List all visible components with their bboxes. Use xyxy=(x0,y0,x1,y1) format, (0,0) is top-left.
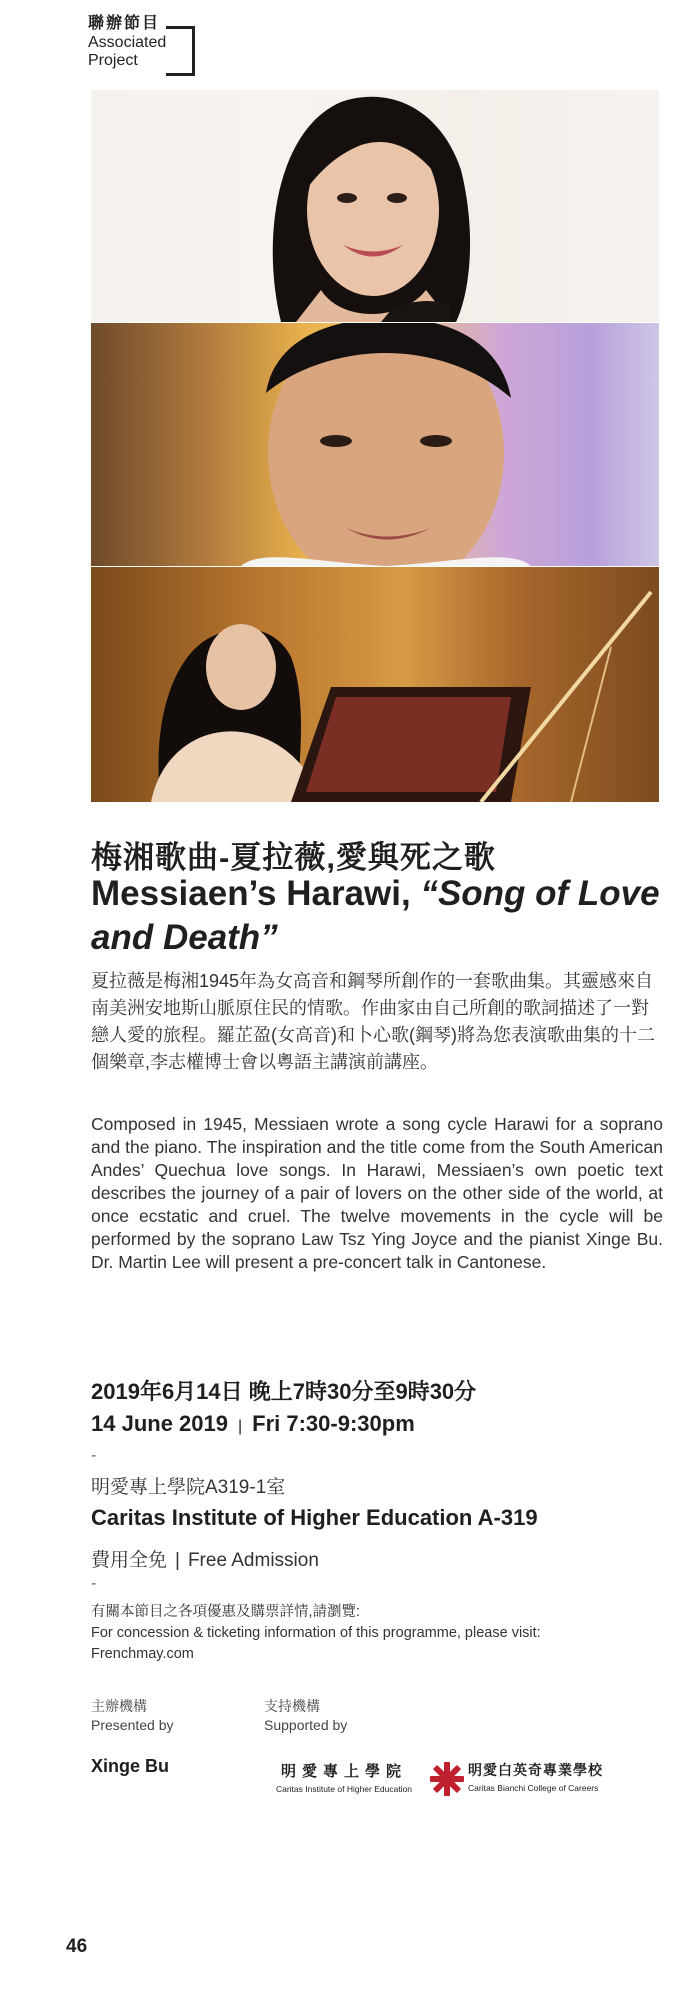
presenter-name: Xinge Bu xyxy=(91,1756,170,1776)
ticketing-zh: 有關本節目之各項優惠及購票詳情,請瀏覽: xyxy=(91,1604,361,1620)
fee xyxy=(91,1545,319,1572)
harpsichord-photo xyxy=(91,567,659,802)
divider-dash: - xyxy=(91,1575,97,1592)
associated-project-badge xyxy=(88,14,208,72)
caritas-bianchi-logo xyxy=(468,1760,638,1793)
caritas-institute-name-en: Caritas Institute of Higher Education xyxy=(275,1784,413,1794)
title-zh: 梅湘歌曲-夏拉薇,愛與死之歌 xyxy=(91,840,496,875)
page-number: 46 xyxy=(66,1936,88,1957)
ticketing-link[interactable]: Frenchmay.com xyxy=(91,1646,194,1662)
fee-en: Free Admission xyxy=(187,1550,319,1571)
date-en-day: 14 June 2019 xyxy=(91,1411,228,1436)
presented-by-zh: 主辦機構 xyxy=(91,1698,147,1714)
supported-by xyxy=(264,1697,347,1735)
date-separator: | xyxy=(237,1418,243,1435)
pianist-portrait-illustration xyxy=(91,323,659,566)
sponsor-logos xyxy=(262,1760,632,1802)
title-en-italic: “Song of Love and Death” xyxy=(91,874,660,957)
date-en-time: Fri 7:30-9:30pm xyxy=(252,1411,415,1436)
title-en-main: Messiaen’s Harawi, xyxy=(91,874,421,913)
title-en xyxy=(91,872,671,960)
caritas-institute-logo xyxy=(262,1760,426,1794)
venue-zh: 明愛專上學院A319-1室 xyxy=(91,1477,286,1498)
pianist-photo xyxy=(91,323,659,566)
badge-bracket xyxy=(166,26,195,76)
ticketing-en: For concession & ticketing information of this programme, please visit: xyxy=(91,1625,541,1641)
date-zh: 2019年6月14日 晚上7時30分至9時30分 xyxy=(91,1379,477,1404)
venue-en: Caritas Institute of Higher Education A-319 xyxy=(91,1505,538,1530)
badge-label-en-1: Associated xyxy=(88,34,167,51)
supported-by-en: Supported by xyxy=(264,1717,348,1733)
divider-dash: - xyxy=(91,1447,97,1464)
ticketing-info xyxy=(91,1602,661,1665)
supported-by-zh: 支持機構 xyxy=(264,1698,320,1714)
caritas-institute-name-zh: 明愛專上學院 xyxy=(280,1763,407,1780)
badge-label-en-2: Project xyxy=(88,52,138,69)
presented-by xyxy=(91,1697,174,1735)
soprano-portrait-illustration xyxy=(91,90,659,322)
date-en xyxy=(91,1411,415,1437)
caritas-cross-icon xyxy=(430,1762,464,1796)
caritas-bianchi-name-en: Caritas Bianchi College of Careers xyxy=(468,1783,599,1793)
caritas-bianchi-name-zh: 明愛白英奇專業學校 xyxy=(468,1762,603,1778)
description-zh: 夏拉薇是梅湘1945年為女高音和鋼琴所創作的一套歌曲集。其靈感來自南美洲安地斯山脈原住民的情歌。作曲家由自己所創的歌詞描述了一對戀人愛的旅程。羅芷盈(女高音)和卜心歌(鋼琴)將為您表演歌曲集的十二個樂章,李志權博士會以粵語主講演前講座。 xyxy=(91,971,655,1072)
performer-at-instrument-illustration xyxy=(91,567,659,802)
description-en: Composed in 1945, Messiaen wrote a song cycle Harawi for a soprano and the piano. The inspiration and the title come from the South American Andes’ Quechua love songs. In Harawi, Messiaen’s own poetic text describes the journey of a pair of lovers on the other side of the world, at once ecstatic and cruel. The twelve movements in the cycle will be performed by the soprano Law Tsz Ying Joyce and the pianist Xinge Bu. Dr. Martin Lee will present a pre-concert talk in Cantonese. xyxy=(91,1114,663,1272)
presented-by-en: Presented by xyxy=(91,1717,174,1733)
soprano-photo xyxy=(91,90,659,322)
badge-label-zh: 聯辦節目 xyxy=(88,15,161,32)
fee-zh: 費用全免 xyxy=(91,1550,168,1571)
fee-separator: | xyxy=(175,1550,180,1571)
